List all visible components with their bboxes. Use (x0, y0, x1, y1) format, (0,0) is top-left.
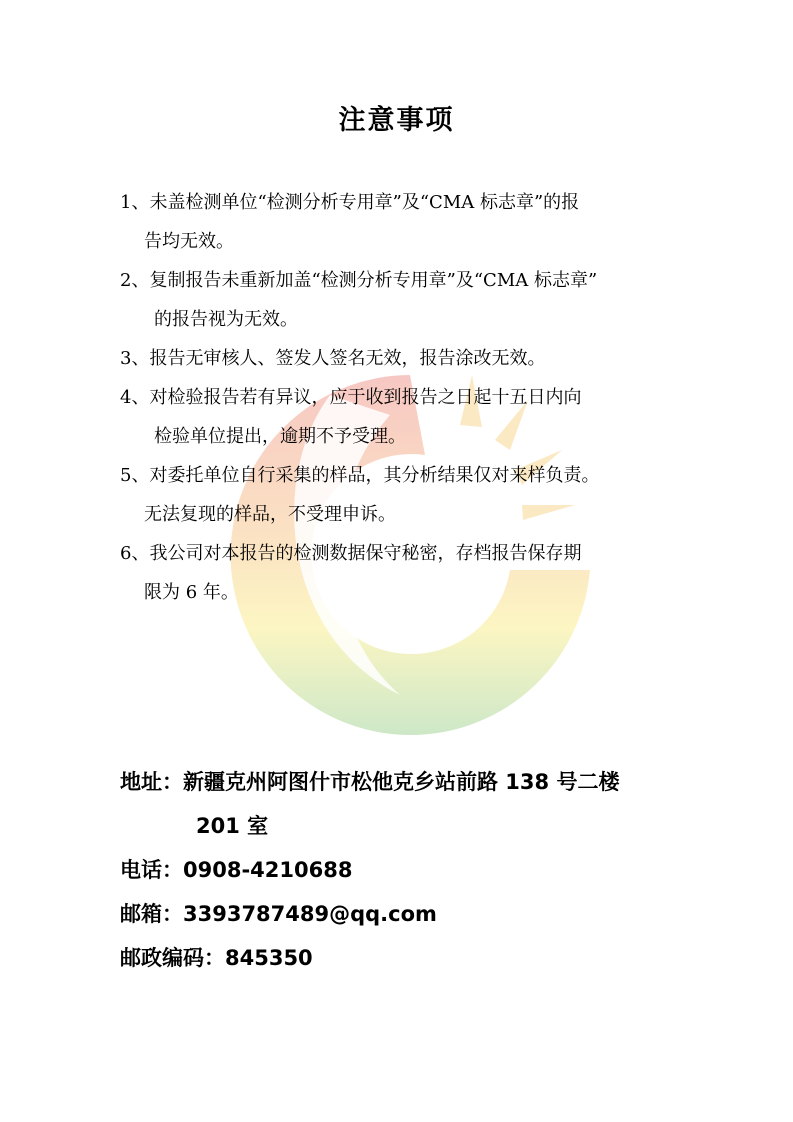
address-row (120, 760, 720, 804)
notice-line: 4、对检验报告若有异议，应于收到报告之日起十五日内向 (120, 387, 582, 408)
notice-line: 限为 6 年。 (144, 582, 239, 603)
phone-value: 0908-4210688 (183, 858, 353, 882)
notice-line: 的报告视为无效。 (154, 309, 298, 330)
postcode-row (120, 936, 720, 980)
notice-line: 告均无效。 (144, 231, 234, 252)
notice-line: 5、对委托单位自行采集的样品，其分析结果仅对来样负责。 (120, 465, 600, 486)
phone-label: 电话： (120, 858, 183, 882)
postcode-label: 邮政编码： (120, 946, 225, 970)
contact-info (120, 760, 720, 980)
notice-item-6 (120, 534, 695, 612)
notice-item-5 (120, 456, 695, 534)
address-value: 新疆克州阿图什市松他克乡站前路 138 号二楼 (183, 770, 620, 794)
notice-line: 1、未盖检测单位“检测分析专用章”及“CMA 标志章”的报 (120, 192, 580, 213)
notice-list (120, 183, 695, 612)
email-row (120, 892, 720, 936)
notice-item-3 (120, 339, 695, 378)
email-value: 3393787489@qq.com (183, 902, 437, 926)
notice-item-4 (120, 378, 695, 456)
notice-item-2 (120, 261, 695, 339)
address-continuation: 201 室 (196, 814, 269, 838)
notice-line: 6、我公司对本报告的检测数据保守秘密，存档报告保存期 (120, 543, 582, 564)
notice-item-1 (120, 183, 695, 261)
notice-line: 检验单位提出，逾期不予受理。 (154, 426, 406, 447)
notice-line: 2、复制报告未重新加盖“检测分析专用章”及“CMA 标志章” (120, 270, 598, 291)
notice-line: 3、报告无审核人、签发人签名无效，报告涂改无效。 (120, 348, 546, 369)
postcode-value: 845350 (225, 946, 313, 970)
email-label: 邮箱： (120, 902, 183, 926)
phone-row (120, 848, 720, 892)
address-label: 地址： (120, 770, 183, 794)
notice-line: 无法复现的样品，不受理申诉。 (144, 504, 396, 525)
page-title: 注意事项 (338, 105, 455, 136)
